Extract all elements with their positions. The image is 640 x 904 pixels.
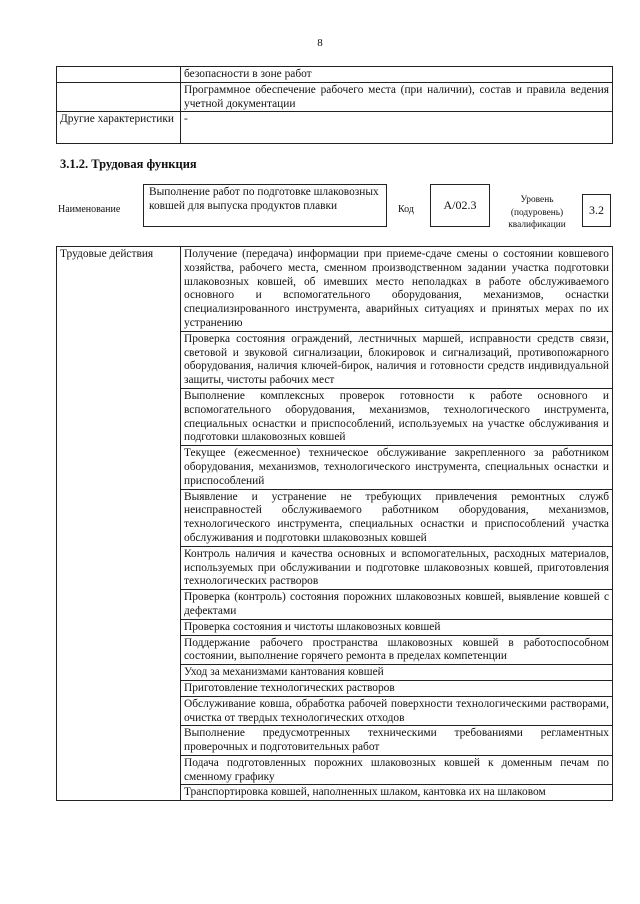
function-code-value: A/02.3 [430, 184, 490, 227]
labor-actions-label: Трудовые действия [57, 247, 181, 801]
labor-action-item: Уход за механизмами кантования ковшей [181, 665, 613, 681]
function-name-value: Выполнение работ по подготовке шлаковозных ковшей для выпуска продуктов плавки [143, 184, 387, 227]
labor-action-item: Обслуживание ковша, обработка рабочей поверхности технологическими растворами, очистка от твердых технологических отходов [181, 696, 613, 726]
empty-cell [57, 82, 181, 112]
qualification-level-value: 3.2 [582, 194, 611, 227]
labor-action-item: Контроль наличия и качества основных и вспомогательных, расходных материалов, используемых при обслуживании и подготовке шлаковозных ковшей, приготовления технологических растворов [181, 546, 613, 589]
labor-action-item: Получение (передача) информации при приеме-сдаче смены о состоянии ковшевого хозяйства, рабочего места, сменном производственном задании участка подготовки шлаковозных ковшей, об имевших место неполадках в работе обслуживаемого основного и вспомогательного оборудования, механизмов, оснастки специализированного инструмента, аварийных ситуациях и принятых мерах по их устранению [181, 247, 613, 332]
labor-action-item: Подача подготовленных порожних шлаковозных ковшей к доменным печам по сменному графику [181, 755, 613, 785]
labor-action-item: Проверка состояния и чистоты шлаковозных ковшей [181, 619, 613, 635]
empty-cell [57, 67, 181, 83]
other-characteristics-label: Другие характеристики [57, 112, 181, 144]
table-row [57, 67, 613, 83]
table-row [57, 82, 613, 112]
software-text-cell: Программное обеспечение рабочего места (при наличии), состав и правила ведения учетной документации [181, 82, 613, 112]
page-number: 8 [317, 37, 323, 49]
labor-action-item: Выявление и устранение не требующих привлечения ремонтных служб неисправностей обслуживаемого работником оборудования, механизмов, технологического инструмента, специальных оснастки и приспособлений участка обслуживания и подготовки шлаковозных ковшей [181, 489, 613, 546]
labor-action-item: Проверка (контроль) состояния порожних шлаковозных ковшей, выявление ковшей с дефектами [181, 590, 613, 620]
labor-action-item: Выполнение предусмотренных техническими требованиями регламентных проверочных и подготовительных работ [181, 726, 613, 756]
table-row [57, 112, 613, 144]
qualification-level-label: Уровень (подуровень) квалификации [508, 195, 566, 231]
section-title: 3.1.2. Трудовая функция [60, 157, 197, 171]
labor-action-item: Транспортировка ковшей, наполненных шлаком, кантовка их на шлаковом [181, 785, 613, 801]
function-code-label: Код [398, 204, 414, 215]
labor-actions-table [56, 246, 613, 801]
continued-text-cell: безопасности в зоне работ [181, 67, 613, 83]
labor-action-item: Поддержание рабочего пространства шлаковозных ковшей в работоспособном состоянии, выполнение горячего ремонта в пределах компетенции [181, 635, 613, 665]
labor-action-item: Выполнение комплексных проверок готовности к работе основного и вспомогательного оборудования, механизмов, технологического инструмента, специальных оснастки и приспособлений, используемых на участке обслуживания и подготовки шлаковозных ковшей [181, 388, 613, 445]
function-name-label: Наименование [58, 204, 121, 215]
labor-action-item: Текущее (ежесменное) техническое обслуживание закрепленного за работником оборудования, механизмов, технологического инструмента, специальных оснастки и приспособлений [181, 446, 613, 489]
labor-action-item: Проверка состояния ограждений, лестничных маршей, исправности средств связи, световой и звуковой сигнализации, блокировок и сигнализаций, противопожарного оборудования, наличия ключей-бирок, наличия и готовности средств индивидуальной защиты, чистоты рабочих мест [181, 331, 613, 388]
other-characteristics-value: - [181, 112, 613, 144]
labor-action-item: Приготовление технологических растворов [181, 680, 613, 696]
table-row [57, 247, 613, 332]
top-characteristics-table [56, 66, 613, 144]
